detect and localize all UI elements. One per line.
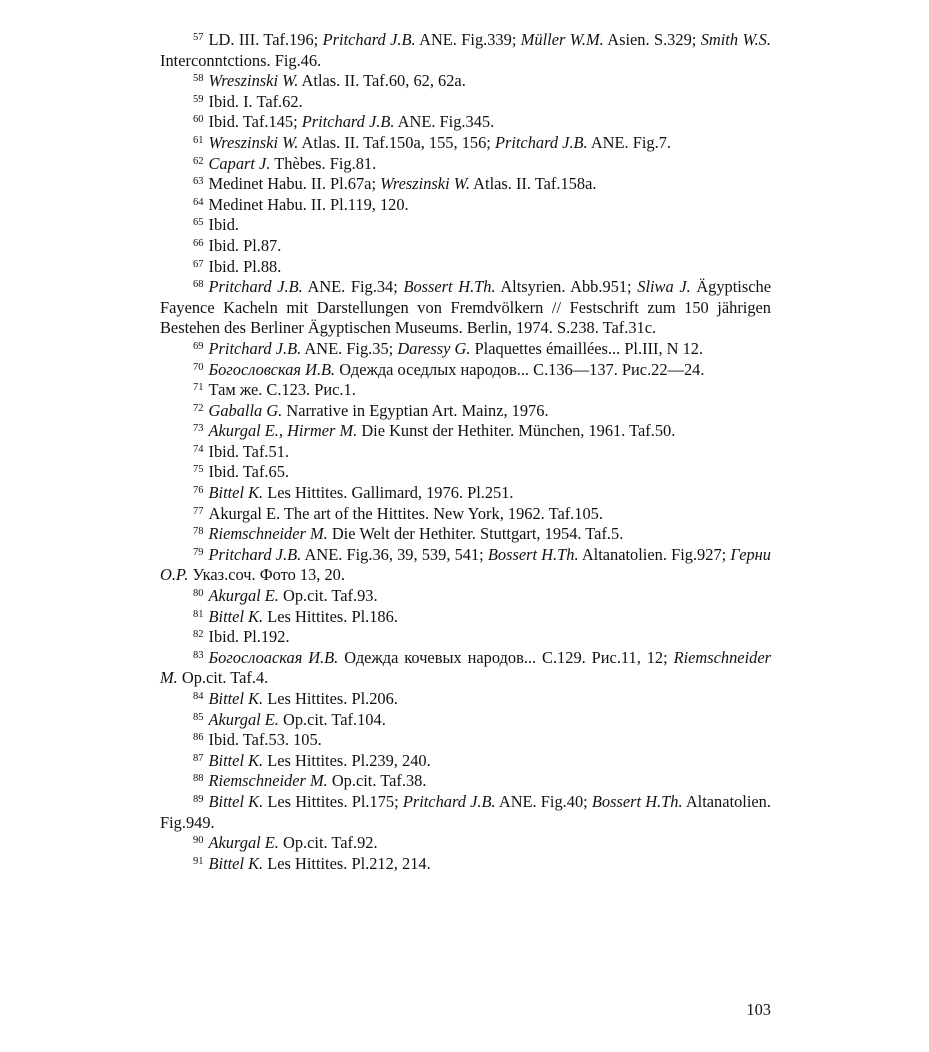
footnote-number: 82 [193, 629, 204, 641]
footnote-text: Thèbes. Fig.81. [270, 153, 377, 173]
footnote-number: 71 [193, 382, 204, 394]
footnote-number: 76 [193, 485, 204, 497]
footnote-text: Les Hittites. Gallimard, 1976. Pl.251. [263, 483, 514, 503]
footnote-text: Les Hittites. Pl.239, 240. [263, 750, 431, 770]
footnote [160, 174, 771, 195]
footnote-author: Akurgal E., Hirmer M. [208, 421, 358, 441]
footnote-number: 78 [193, 526, 204, 538]
footnote-text: Там же. С.123. Рис.1. [208, 380, 356, 400]
footnote [160, 236, 771, 257]
footnote [160, 648, 771, 689]
footnote-author: Bittel K. [208, 750, 264, 770]
footnote-author: Akurgal E. [208, 586, 279, 606]
footnote [160, 627, 771, 648]
footnote [160, 689, 771, 710]
footnote-text: Op.cit. Taf.104. [278, 709, 386, 729]
footnote-number: 66 [193, 237, 204, 249]
footnote [160, 833, 771, 854]
footnote-number: 68 [193, 279, 204, 291]
footnote-number: 83 [193, 649, 204, 661]
footnote-text: Atlas. II. Taf.158a. [469, 174, 597, 194]
footnote-number: 70 [193, 361, 204, 373]
footnote [160, 854, 771, 875]
footnote-text: ANE. Fig.345. [394, 112, 495, 132]
footnote-number: 86 [193, 732, 204, 744]
footnote-text: Ibid. [208, 215, 240, 235]
footnote-number: 67 [193, 258, 204, 270]
footnote [160, 586, 771, 607]
footnote [160, 257, 771, 278]
footnote-number: 81 [193, 608, 204, 620]
footnote [160, 92, 771, 113]
footnote-number: 57 [193, 32, 204, 43]
footnote [160, 771, 771, 792]
footnote-text: Одежда оседлых народов... С.136—137. Рис.22—24. [335, 359, 705, 379]
footnotes-list [160, 30, 771, 874]
footnote-text: Ägyptische Fayence Kacheln mit Darstellungen von Fremdvölkern // Festschrift zum 150 jährigen Bestehen des Berliner Ägyptischen Museums. Berlin, 1974. S.238. Taf.31c. [160, 277, 771, 338]
page-number: 103 [746, 1000, 771, 1019]
footnote-text: Les Hittites. Pl.186. [263, 606, 398, 626]
footnote-text: Atlas. II. Taf.60, 62, 62a. [298, 71, 466, 91]
footnote-author: Pritchard J.B. [494, 132, 588, 152]
footnote [160, 751, 771, 772]
footnote-number: 91 [193, 855, 204, 867]
footnote [160, 380, 771, 401]
footnote-number: 80 [193, 588, 204, 600]
footnote-author: Bittel K. [208, 606, 264, 626]
footnote-author: Pritchard J.B. [301, 112, 395, 132]
footnote [160, 30, 771, 71]
footnote-text: ANE. Fig.40; [495, 791, 592, 811]
footnote-text: ANE. Fig.35; [301, 338, 398, 358]
footnote-number: 87 [193, 752, 204, 764]
footnote-text: Ibid. Pl.87. [208, 235, 282, 255]
footnote-author: Богослоаская И.В. [208, 647, 339, 667]
footnote [160, 607, 771, 628]
footnote-number: 63 [193, 176, 204, 188]
footnote-author: Pritchard J.B. [322, 30, 416, 49]
footnote [160, 154, 771, 175]
footnote [160, 339, 771, 360]
footnote-text: Les Hittites. Pl.206. [263, 689, 398, 708]
footnote [160, 421, 771, 442]
footnote-text: ANE. Fig.36, 39, 539, 541; [301, 544, 488, 564]
footnote-number: 64 [193, 196, 204, 208]
footnote-author: Wreszinski W. [380, 174, 470, 194]
footnote [160, 71, 771, 92]
footnote-number: 65 [193, 217, 204, 229]
footnote-number: 77 [193, 505, 204, 517]
footnote-text: Altanatolien. Fig.927; [578, 544, 731, 564]
footnote-text: ANE. Fig.7. [587, 132, 671, 152]
footnote-author: Wreszinski W. [208, 132, 299, 152]
footnote [160, 483, 771, 504]
footnote-author: Smith W.S. [700, 30, 771, 49]
footnote [160, 462, 771, 483]
footnote [160, 215, 771, 236]
footnote-author: Bossert H.Th. [487, 544, 579, 564]
footnote-author: Akurgal E. [208, 709, 279, 729]
footnote-author: Bossert H.Th. [403, 277, 496, 297]
footnote-text: Plaquettes émaillées... Pl.III, N 12. [470, 338, 704, 358]
footnote [160, 133, 771, 154]
footnote-number: 88 [193, 773, 204, 785]
footnote-text: Ibid. Taf.65. [208, 462, 289, 482]
footnote-number: 85 [193, 711, 204, 723]
footnote-text: ANE. Fig.339; [415, 30, 521, 49]
footnote-number: 84 [193, 691, 204, 702]
footnote-number: 75 [193, 464, 204, 476]
footnote [160, 524, 771, 545]
footnote-number: 72 [193, 402, 204, 414]
footnote-text: ANE. Fig.34; [302, 277, 404, 297]
footnote-text: Op.cit. Taf.92. [278, 833, 378, 853]
footnote-text: Die Welt der Hethiter. Stuttgart, 1954. Taf.5. [327, 524, 624, 544]
footnote-number: 62 [193, 155, 204, 167]
footnote-text: Ibid. Taf.53. 105. [208, 730, 322, 750]
footnote-author: Bittel K. [208, 853, 264, 873]
footnote [160, 792, 771, 833]
footnote-number: 69 [193, 340, 204, 352]
footnote-text: Akurgal E. The art of the Hittites. New York, 1962. Taf.105. [208, 503, 603, 523]
footnote-author: Bittel K. [208, 791, 264, 811]
footnote-text: Asien. S.329; [603, 30, 701, 49]
footnote-author: Bittel K. [208, 689, 264, 708]
footnote-author: Sliwa J. [637, 277, 691, 297]
footnote-number: 61 [193, 134, 204, 146]
footnote [160, 360, 771, 381]
footnote-text: Ibid. Pl.192. [208, 627, 290, 647]
footnote-text: Ibid. Pl.88. [208, 256, 282, 276]
footnote-text: Одежда кочевых народов... С.129. Рис.11, 12; [338, 647, 674, 667]
footnote-number: 79 [193, 546, 204, 558]
footnote-text: Les Hittites. Pl.212, 214. [263, 853, 431, 873]
footnote-author: Akurgal E. [208, 833, 279, 853]
footnote-author: Riemschneider M. [208, 771, 328, 791]
footnote-number: 73 [193, 423, 204, 435]
footnote-number: 90 [193, 835, 204, 847]
footnote-number: 58 [193, 73, 204, 85]
footnote-author: Müller W.M. [520, 30, 604, 49]
footnote [160, 277, 771, 339]
footnote-text: Ibid. Taf.51. [208, 441, 289, 461]
footnote-text: Ibid. I. Taf.62. [208, 91, 303, 111]
footnote-author: Богословская И.В. [208, 359, 336, 379]
footnote [160, 545, 771, 586]
footnote-author: Герни О.Р. [160, 544, 771, 585]
footnote-author: Riemschneider M. [208, 524, 328, 544]
footnote [160, 112, 771, 133]
footnote-text: Interconntctions. Fig.46. [160, 50, 322, 70]
footnote [160, 442, 771, 463]
footnote-author: Gaballa G. [208, 400, 283, 420]
footnote-author: Bossert H.Th. [591, 791, 683, 811]
footnote-text: Les Hittites. Pl.175; [263, 791, 403, 811]
footnote [160, 504, 771, 525]
footnote-number: 59 [193, 93, 204, 105]
footnote-text: Указ.соч. Фото 13, 20. [188, 565, 345, 585]
footnote-number: 89 [193, 793, 204, 805]
footnote-text: Medinet Habu. II. Pl.67a; [208, 174, 381, 194]
footnote-author: Wreszinski W. [208, 71, 299, 91]
footnote-author: Pritchard J.B. [208, 338, 302, 358]
footnote-author: Pritchard J.B. [402, 791, 496, 811]
footnote-text: LD. III. Taf.196; [208, 30, 323, 49]
footnote [160, 195, 771, 216]
footnote-text: Altsyrien. Abb.951; [495, 277, 638, 297]
footnote [160, 730, 771, 751]
footnote-author: Daressy G. [397, 338, 471, 358]
footnote-text: Ibid. Taf.145; [208, 112, 302, 132]
footnote-author: Capart J. [208, 153, 271, 173]
footnote-text: Narrative in Egyptian Art. Mainz, 1976. [282, 400, 549, 420]
footnote-author: Pritchard J.B. [208, 277, 303, 297]
footnote-text: Medinet Habu. II. Pl.119, 120. [208, 194, 409, 214]
footnote-number: 60 [193, 114, 204, 126]
footnote-text: Altanatolien. Fig.949. [160, 791, 771, 832]
footnote-text: Op.cit. Taf.93. [278, 586, 378, 606]
footnote-author: Riemschneider M. [160, 647, 771, 688]
footnote-text: Op.cit. Taf.4. [177, 668, 269, 688]
footnote-number: 74 [193, 443, 204, 455]
footnote [160, 401, 771, 422]
footnote-text: Atlas. II. Taf.150a, 155, 156; [298, 132, 495, 152]
footnote [160, 710, 771, 731]
footnote-text: Die Kunst der Hethiter. München, 1961. Taf.50. [357, 421, 676, 441]
footnote-author: Bittel K. [208, 483, 264, 503]
footnote-text: Op.cit. Taf.38. [327, 771, 427, 791]
footnote-author: Pritchard J.B. [208, 544, 302, 564]
